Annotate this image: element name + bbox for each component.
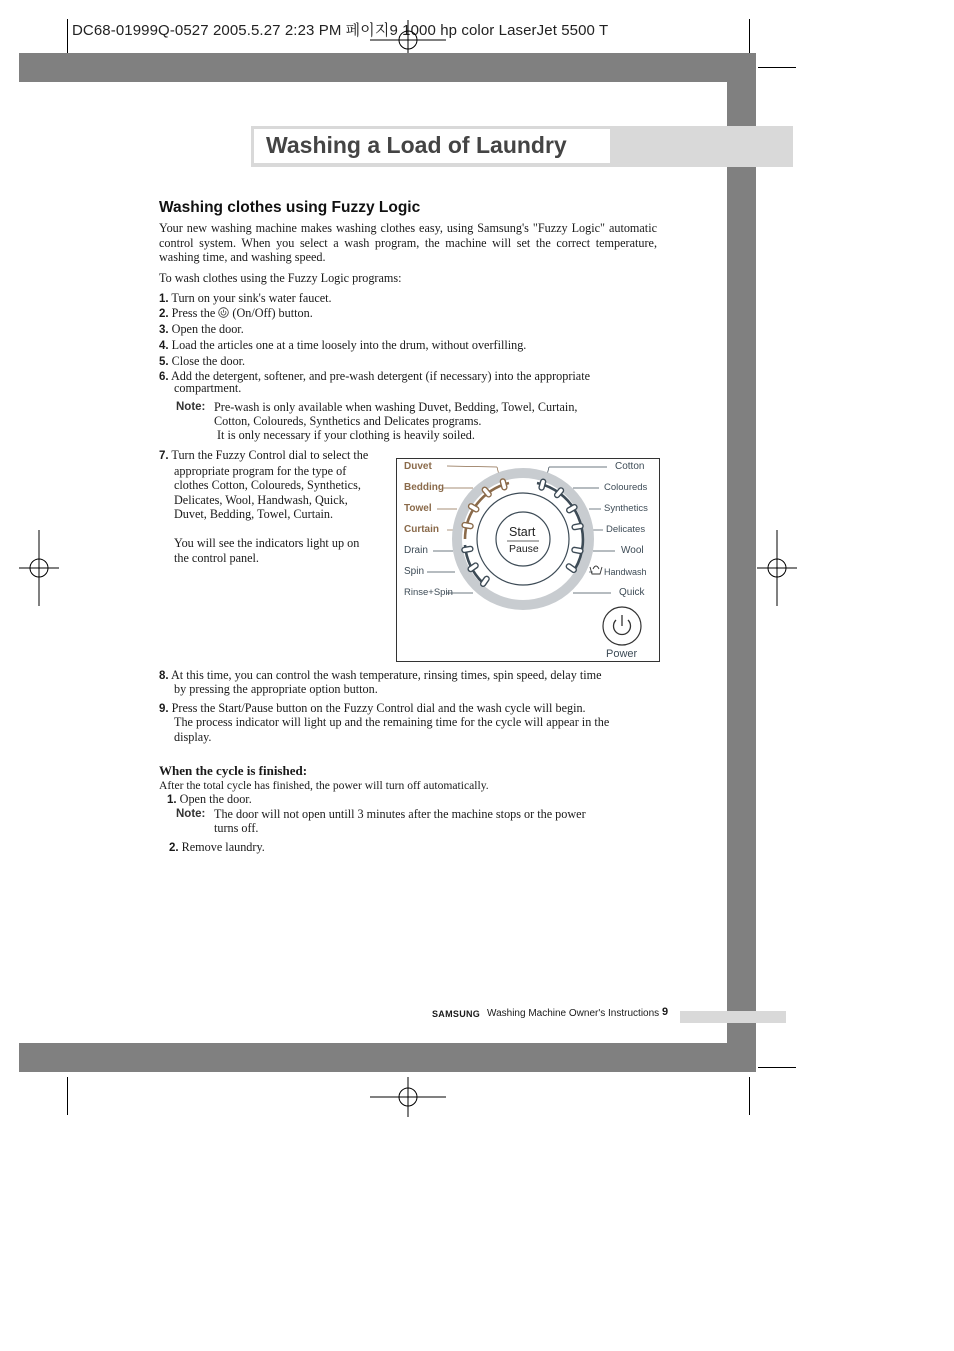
step-text: Load the articles one at a time loosely into the drum, without overfilling. [171,338,527,352]
step-number: 6. [159,371,169,383]
page-frame-right [727,53,756,1072]
step-text: Turn the Fuzzy Control dial to select the [171,448,369,462]
start-label: Start [509,525,536,539]
page-number: 9 [662,1006,669,1018]
step-6-continued: compartment. [174,381,242,395]
power-symbol-icon [218,307,229,318]
intro-paragraph: Your new washing machine makes washing clothes easy, using Samsung's "Fuzzy Logic" automatic control system. When you select a wash program, the machine will set the correct temperature, washing time, and washing speed. [159,221,657,264]
program-label-duvet: Duvet [404,461,432,472]
step-text: Press the [171,306,216,320]
power-label: Power [606,648,638,660]
step-number: 2. [169,842,179,854]
program-label-handwash: Handwash [604,567,647,577]
step-number: 3. [159,324,169,336]
program-label-spin: Spin [404,566,425,577]
step-text: Press the Start/Pause button on the Fuzzy Control dial and the wash cycle will begin. [171,701,586,715]
step-text: (On/Off) button. [232,306,313,320]
finished-intro: After the total cycle has finished, the power will turn off automatically. [159,779,489,792]
step-number: 7. [159,450,169,462]
step-number: 5. [159,356,169,368]
note-text: turns off. [214,821,259,835]
page-title: Washing a Load of Laundry [266,132,567,158]
crop-mark [67,19,68,57]
program-label-curtain: Curtain [404,524,439,535]
crop-mark [758,67,796,68]
section-heading: Washing clothes using Fuzzy Logic [159,199,421,216]
step-number: 1. [159,293,169,305]
program-label-coloureds: Coloureds [604,482,648,493]
step-8 [159,669,602,683]
program-label-quick: Quick [619,587,645,598]
footer-bar [680,1011,786,1023]
page-frame-top [19,53,756,82]
program-label-wool: Wool [621,545,644,556]
step-1 [159,292,332,306]
step-text: At this time, you can control the wash temperature, rinsing times, spin speed, delay time [170,668,602,682]
step-9 [159,702,586,716]
step-number: 4. [159,340,169,352]
program-label-drain: Drain [404,545,428,556]
step-text: Open the door. [171,322,244,336]
finished-heading: When the cycle is finished: [159,763,308,778]
footer-text: Washing Machine Owner's Instructions [487,1008,660,1019]
step-text: You will see the indicators light up on [174,535,360,550]
step-8-continued: by pressing the appropriate option button. [174,682,378,696]
step-text: Remove laundry. [181,840,265,854]
note-label: Note: [176,401,206,413]
finished-step-2 [169,841,265,855]
program-label-delicates: Delicates [606,524,646,535]
step-number: 1. [167,794,177,806]
step-text: Add the detergent, softener, and pre-wash detergent (if necessary) into the appropriate [170,369,590,383]
step-number: 2. [159,308,169,320]
crop-mark [758,1067,796,1068]
intro-line: To wash clothes using the Fuzzy Logic programs: [159,271,402,285]
step-text: Close the door. [171,354,246,368]
crop-mark [67,1077,68,1115]
pause-label: Pause [509,543,539,555]
step-2 [159,307,313,321]
program-label-bedding: Bedding [404,482,444,493]
samsung-logo: SAMSUNG [432,1009,481,1019]
note-text: The door will not open untill 3 minutes after the machine stops or the power [214,807,586,821]
program-label-rinse-spin: Rinse+Spin [404,587,453,598]
program-label-cotton: Cotton [615,461,645,472]
step-text: appropriate program for the type of [174,463,347,478]
program-label-synthetics: Synthetics [604,503,648,514]
step-text: the control panel. [174,550,259,565]
step-9-continued: The process indicator will light up and the remaining time for the cycle will appear in the [174,715,610,729]
registration-mark [757,530,797,606]
step-number: 8. [159,670,169,682]
note-text: It is only necessary if your clothing is heavily soiled. [217,428,475,442]
note-label: Note: [176,808,206,820]
finished-step-1 [167,793,252,807]
step-text: Open the door. [179,792,252,806]
step-text: clothes Cotton, Coloureds, Synthetics, [174,478,361,493]
program-label-towel: Towel [404,503,432,514]
step-9-continued: display. [174,730,212,744]
fuzzy-control-dial [397,459,659,661]
step-5 [159,355,245,369]
crop-mark [749,19,750,57]
note-text: Pre-wash is only available when washing Duvet, Bedding, Towel, Curtain, [214,400,578,414]
step-text: Duvet, Bedding, Towel, Curtain. [174,507,334,522]
step-text: Delicates, Wool, Handwash, Quick, [174,492,348,507]
print-header: DC68-01999Q-0527 2005.5.27 2:23 PM 페이지9 1000 hp color LaserJet 5500 T [72,22,609,39]
crop-mark [749,1077,750,1115]
step-number: 9. [159,703,169,715]
step-4 [159,339,526,353]
step-3 [159,323,244,337]
note-text: Cotton, Coloureds, Synthetics and Delicates programs. [214,414,482,428]
step-7 [159,448,399,565]
registration-mark [370,1077,446,1117]
registration-mark [19,530,59,606]
step-text: Turn on your sink's water faucet. [171,291,332,305]
page-frame-bottom [19,1043,756,1072]
